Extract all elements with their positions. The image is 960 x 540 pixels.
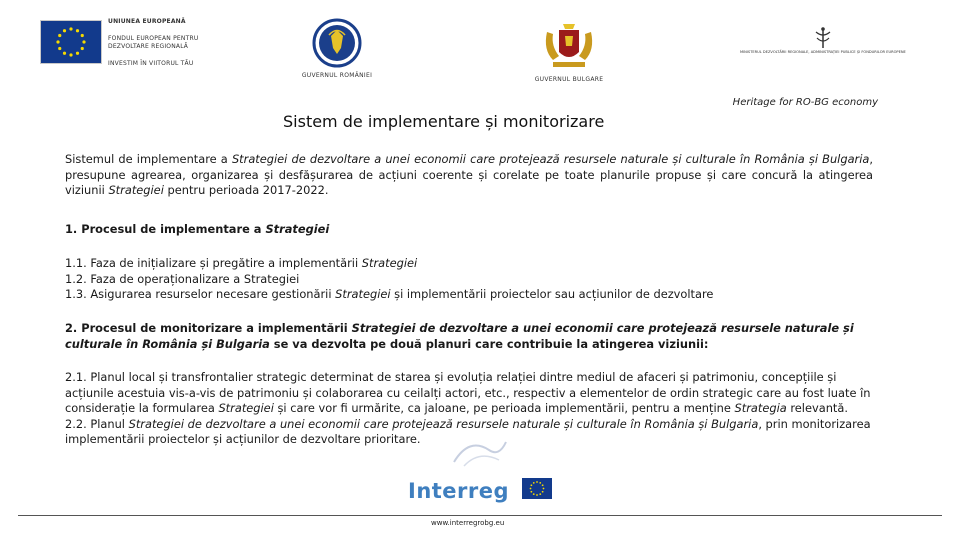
eu-logo-text: [108, 18, 198, 68]
list-item-text: 1.3. Asigurarea resurselor necesare gestionării: [65, 287, 336, 302]
eu-star: [76, 52, 79, 55]
section-2-heading-text: 2. Procesul de monitorizare a implementării: [65, 321, 352, 335]
section-1-heading-text: 1. Procesul de implementare a: [65, 222, 266, 236]
footer-divider: [18, 515, 942, 516]
tagline: Heritage for RO-BG economy: [732, 97, 878, 108]
ministry-logo: [740, 26, 905, 76]
ministry-emblem-icon: [812, 26, 834, 50]
eu-star: [69, 27, 72, 30]
list-item-italic: Strategiei: [335, 287, 391, 302]
eu-star: [536, 494, 538, 496]
eu-logo-line: DEZVOLTARE REGIONALĂ: [108, 43, 189, 51]
intro-text: pentru perioada 2017-2022.: [163, 183, 329, 198]
eu-star: [63, 29, 66, 32]
eu-star: [539, 482, 541, 484]
paragraph-italic: Strategiei de dezvoltare a unei economii care protejează resursele naturale și culturale în România și Bulgaria: [128, 416, 759, 431]
list-item: [65, 287, 873, 303]
paragraph-italic: Strategia: [734, 401, 787, 416]
eu-star: [542, 491, 544, 493]
ro-logo-caption: GUVERNUL ROMÂNIEI: [301, 72, 373, 79]
list-item-text: și implementării proiectelor sau acțiunilor de dezvoltare: [390, 287, 714, 302]
eu-star: [533, 482, 535, 484]
eu-star: [530, 491, 532, 493]
intro-text: , presupune agrearea, organizarea și desfășurarea de acțiuni coerente și corelate pe toate planurile propuse și care concură la atingerea viziunii: [65, 152, 874, 198]
interreg-logo: [404, 432, 554, 504]
list-item: [65, 272, 873, 288]
intro-strategy-name: Strategiei de dezvoltare a unei economii care protejează resursele naturale și culturale în România și Bulgaria: [231, 152, 870, 166]
eu-logo-line: [108, 52, 198, 60]
section-2-heading-italic: Strategiei de dezvoltare a unei economii care protejează resursele naturale și culturale în România și Bulgaria: [65, 321, 854, 351]
eu-star: [58, 34, 61, 37]
paragraph-2-1: [65, 370, 873, 417]
section-1-list: [65, 256, 873, 303]
paragraph-italic: Strategiei: [218, 401, 274, 416]
interreg-eu-flag-icon: [522, 478, 552, 499]
paragraph-text: 2.1. Planul local și transfrontalier strategic determinat de starea și evoluția relației dintre mediul de afaceri și patrimoniu, concepțiile și acțiunile acestuia vis-a-vis de patrimoniu și colaborarea cu ceilalți actori, etc., respectiv a elementelor de ordin strategic care au fost luate în considerație la formularea: [65, 370, 871, 416]
eu-logo-line: INVESTIM ÎN VIITORUL TĂU: [108, 60, 194, 68]
eu-star: [81, 47, 84, 50]
eu-logo-line: [108, 26, 198, 34]
list-item: [65, 256, 873, 272]
interreg-swirl-icon: [444, 432, 514, 472]
eu-star: [533, 493, 535, 495]
eu-star: [76, 29, 79, 32]
eu-star: [63, 52, 66, 55]
eu-star: [539, 493, 541, 495]
page-title: Sistem de implementare și monitorizare: [283, 112, 605, 131]
intro-paragraph: [65, 152, 873, 199]
footer-url-link[interactable]: www.interregrobg.eu: [431, 519, 505, 527]
eu-star: [69, 53, 72, 56]
interreg-wordmark: Interreg: [408, 479, 510, 503]
list-item-text: 1.1. Faza de inițializare și pregătire a implementării: [65, 256, 362, 270]
bulgarian-government-logo: [528, 16, 610, 90]
eu-star: [543, 488, 545, 490]
paragraph-text: și care vor fi urmărite, ca jaloane, pe perioada implementării, pentru a menține: [273, 401, 735, 416]
ministry-logo-text: MINISTERUL DEZVOLTĂRII REGIONALE, ADMINISTRAȚIEI PUBLICE ȘI FONDURILOR EUROPENE: [740, 50, 906, 54]
section-1-heading-italic: Strategiei: [265, 222, 330, 236]
eu-logo-line: FONDUL EUROPEAN PENTRU: [108, 34, 199, 42]
eu-logo: [40, 18, 220, 74]
eu-star: [81, 34, 84, 37]
intro-text: Sistemul de implementare a: [65, 152, 232, 166]
eu-star: [530, 488, 532, 490]
paragraph-text: relevantă.: [786, 401, 848, 416]
list-item-italic: Strategiei: [361, 256, 418, 270]
eu-star: [530, 484, 532, 486]
bulgarian-coat-of-arms-icon: [539, 16, 599, 72]
eu-star: [58, 47, 61, 50]
bg-logo-caption: GUVERNUL BULGARE: [534, 76, 604, 83]
intro-strategy-word: Strategiei: [108, 183, 164, 198]
section-2-heading: [65, 321, 873, 352]
romanian-coat-of-arms-icon: [310, 18, 364, 68]
list-item-text: 1.2. Faza de operaționalizare a Strategiei: [65, 271, 300, 286]
paragraph-text: , prin monitorizarea implementării proiectelor și acțiunilor de dezvoltare prioritare.: [65, 416, 871, 447]
eu-flag-icon: [40, 20, 102, 64]
section-2-heading-text: se va dezvolta pe două planuri care contribuie la atingerea viziunii:: [269, 336, 709, 351]
eu-star: [542, 484, 544, 486]
eu-logo-line: UNIUNEA EUROPEANĂ: [108, 18, 186, 25]
eu-star: [536, 481, 538, 483]
section-1-heading: [65, 222, 873, 238]
romanian-government-logo: [296, 18, 378, 88]
eu-star: [56, 40, 59, 43]
eu-star: [82, 40, 85, 43]
paragraph-text: 2.2. Planul: [65, 416, 129, 431]
